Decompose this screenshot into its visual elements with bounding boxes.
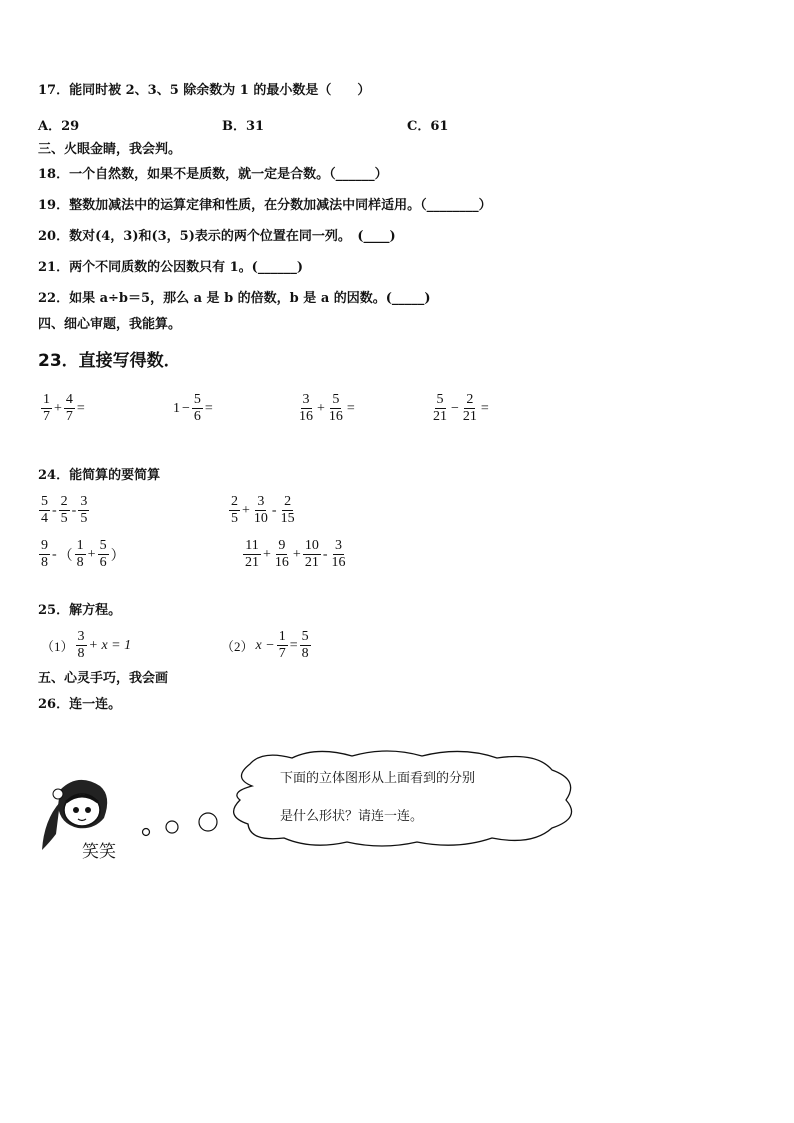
equation-2: （2） x − $\frac{1}{7}$ = $\frac{5}{8}$ — [221, 629, 309, 661]
q24-expr-3: $\frac{9}{8}$ - （ $\frac{1}{8}$ + $\frac{5}{6}$ ） — [41, 538, 125, 570]
fraction: $\frac{3}{16}$ — [299, 392, 313, 424]
fraction: $\frac{2}{21}$ — [462, 392, 477, 424]
section-5-heading: 五、心灵手巧，我会画 — [38, 671, 169, 686]
section-3-heading: 三、火眼金睛，我会判。 — [38, 142, 182, 157]
section-4-heading: 四、细心审题，我能算。 — [38, 317, 182, 332]
fraction: $\frac{5}{16}$ — [328, 392, 343, 424]
question-20: 20．数对(4，3)和(3，5)表示的两个位置在同一列。 (____) — [38, 229, 396, 244]
question-21: 21．两个不同质数的公因数只有 1。(______) — [38, 260, 303, 275]
question-18: 18．一个自然数，如果不是质数，就一定是合数。（______） — [38, 167, 388, 182]
thought-bubble — [222, 748, 582, 848]
q24-expr-2: $\frac{2}{5}$ + $\frac{3}{10}$ - $\frac{2}{15}$ — [231, 494, 295, 526]
fraction: $\frac{5}{6}$ — [193, 392, 201, 424]
equation-1: （1） $\frac{3}{8}$ + x = 1 — [41, 629, 132, 661]
bubble-text-line-2: 是什么形状？请连一连。 — [280, 809, 424, 824]
question-26: 26．连一连。 — [38, 697, 122, 712]
thought-bubble-dots — [138, 810, 222, 840]
q23-item-1: $\frac{1}{7}$ + $\frac{4}{7}$ = — [43, 392, 85, 424]
q24-expr-4: $\frac{11}{21}$ + $\frac{9}{16}$ + $\frac{10}{21}$ - $\frac{3}{16}$ — [245, 538, 346, 570]
question-23-title: 23．直接写得数． — [38, 351, 181, 371]
fraction: $\frac{1}{7}$ — [43, 392, 50, 424]
question-22: 22．如果 a÷b＝5，那么 a 是 b 的倍数，b 是 a 的因数。(_____) — [38, 291, 431, 306]
bubble-text-line-1: 下面的立体图形从上面看到的分别 — [280, 771, 476, 786]
option-b: B．31 — [222, 119, 265, 134]
question-24-title: 24．能简算的要简算 — [38, 468, 161, 483]
option-a: A．29 — [38, 119, 80, 134]
question-17: 17．能同时被 2、3、5 除余数为 1 的最小数是（ ） — [38, 83, 371, 98]
q23-item-2: 1 − $\frac{5}{6}$ = — [173, 392, 213, 424]
fraction: $\frac{5}{21}$ — [433, 392, 447, 424]
q23-item-3: $\frac{3}{16}$ + $\frac{5}{16}$ = — [299, 392, 355, 424]
fraction: $\frac{4}{7}$ — [65, 392, 73, 424]
option-c: C．61 — [407, 119, 449, 134]
question-19: 19．整数加减法中的运算定律和性质，在分数加减法中同样适用。（________） — [38, 198, 492, 213]
q24-expr-1: $\frac{5}{4}$ - $\frac{2}{5}$ - $\frac{3}{5}$ — [41, 494, 88, 526]
girl-name-label: 笑笑 — [82, 842, 116, 862]
q23-item-4: $\frac{5}{21}$ − $\frac{2}{21}$ = — [433, 392, 489, 424]
question-25-title: 25．解方程。 — [38, 603, 122, 618]
